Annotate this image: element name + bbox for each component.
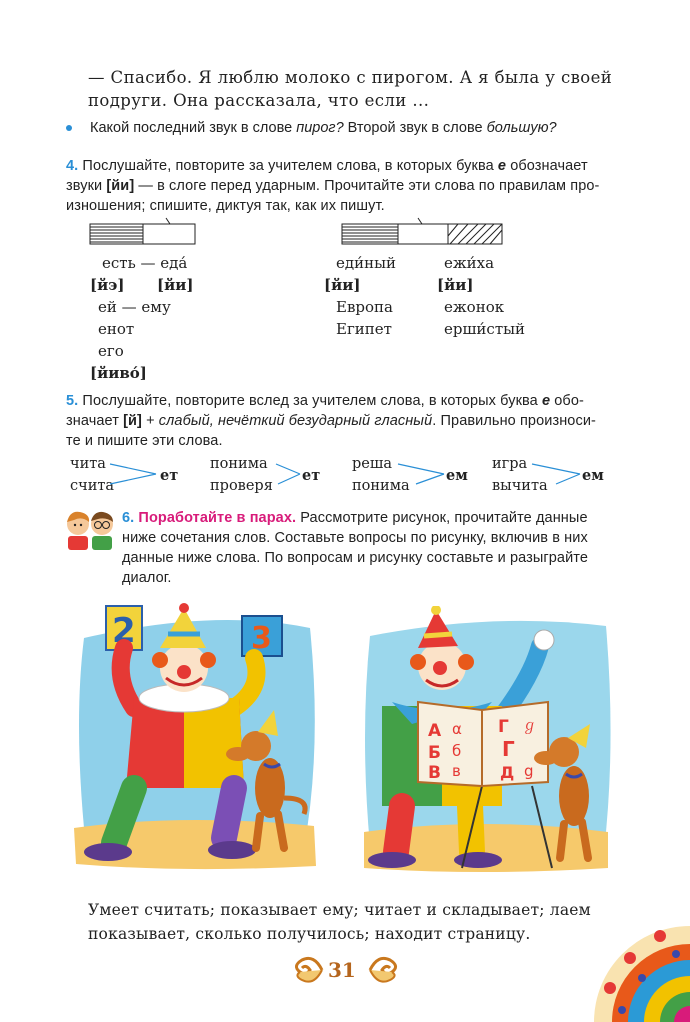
book-letter-8: ℊ [522, 716, 538, 734]
intro-line-1: — Спасибо. Я люблю молоко с пирогом. А я была у своей [88, 68, 613, 87]
book-letter-3: Б [428, 743, 441, 763]
t4-right-row-4a: Египет [336, 320, 392, 338]
corner-ornament-icon [590, 918, 690, 1022]
book-letter-10: Д [500, 763, 515, 782]
question-line: Какой последний звук в слове пирог? Второй звук в слове большую? [66, 120, 626, 136]
t5-group-2-arrows [274, 458, 304, 488]
bottom-line-1: Умеет считать; показывает ему; читает и складывает; лаем [88, 901, 591, 919]
t5-group-1-bottom: счита [70, 478, 115, 494]
t5-group-3-arrows [396, 458, 448, 488]
book-letter-9: Г [502, 737, 515, 761]
t5-group-4-ending: ем [582, 467, 604, 484]
t5-group-4-top: игра [492, 456, 528, 472]
t4-left-row-1: есть — еда́ [102, 254, 188, 272]
t5-group-1-ending: ет [160, 467, 179, 484]
syllable-scheme-2 [340, 216, 505, 246]
bullet-icon [66, 125, 72, 131]
syllable-scheme-1 [88, 216, 198, 246]
t4-left-row-3: ей — ему [98, 298, 171, 316]
t4-right-row-1b: ежи́ха [444, 254, 495, 272]
task-5: 5. Послушайте, повторите вслед за учителем слова, в которых буква е обо- значает [й] + слабый, нечёткий безударный гласный. Правильно произноси- те и пишите эти слова. [66, 393, 596, 449]
book-letter-1: А [428, 721, 442, 741]
t5-group-3-ending: ем [446, 467, 468, 484]
t5-group-3-top: реша [352, 456, 392, 472]
book-letter-5: В [428, 763, 441, 783]
t5-group-4-arrows [530, 458, 584, 488]
t4-right-row-2a: [йи] [324, 276, 361, 294]
intro-line-2: подруги. Она рассказала, что если ... [88, 91, 430, 110]
t4-left-row-2a: [йэ] [90, 276, 125, 294]
task-4: 4. Послушайте, повторите за учителем слова, в которых буква е обозначает звуки [йи] — в слоге перед ударным. Прочитайте эти слова по правилам про- изношения; спишите, диктуя так, как их пишут. [66, 158, 600, 214]
book-letter-4: б [452, 742, 462, 760]
intro-text [88, 66, 618, 112]
number-card-2: 2 [112, 611, 136, 651]
t5-group-2-bottom: проверя [210, 478, 273, 494]
book-letter-6: в [452, 762, 461, 780]
right-ornament-icon [366, 950, 406, 990]
t4-right-row-1a: еди́ный [336, 254, 397, 272]
number-card-3: 3 [251, 621, 272, 656]
t4-right-row-4b: ерши́стый [444, 320, 526, 338]
t5-group-2-ending: ет [302, 467, 321, 484]
bottom-text [88, 898, 618, 946]
t5-group-1-top: чита [70, 456, 106, 472]
book-letter-7: Г [498, 717, 509, 737]
t4-left-row-4: енот [98, 320, 135, 338]
t4-left-row-2b: [йи] [157, 276, 194, 294]
clown-counting-illustration [64, 598, 326, 880]
left-ornament-icon [286, 950, 326, 990]
t5-group-3-bottom: понима [352, 478, 410, 494]
clown-book-illustration [352, 606, 620, 880]
t4-left-row-6: [йиво́] [90, 364, 147, 382]
t4-right-row-3a: Европа [336, 298, 393, 316]
t4-right-row-3b: ежонок [444, 298, 505, 316]
book-letter-11: g [524, 762, 534, 780]
page-number: 31 [328, 958, 356, 982]
bottom-line-2: показывает, сколько получилось; находит страницу. [88, 925, 531, 943]
book-letter-2: α [452, 720, 462, 738]
t4-left-row-5: его [98, 342, 124, 360]
t5-group-4-bottom: вычита [492, 478, 548, 494]
t5-group-2-top: понима [210, 456, 268, 472]
pair-work-icon [62, 508, 118, 552]
t5-group-1-arrows [108, 458, 160, 488]
task-6: 6. Поработайте в парах. Рассмотрите рисунок, прочитайте данные ниже сочетания слов. Составьте вопросы по рисунку, включив в них данные ниже слова. По вопросам и рисунку составьте и разыграйте диалог. [122, 510, 589, 586]
t4-right-row-2b: [йи] [437, 276, 474, 294]
